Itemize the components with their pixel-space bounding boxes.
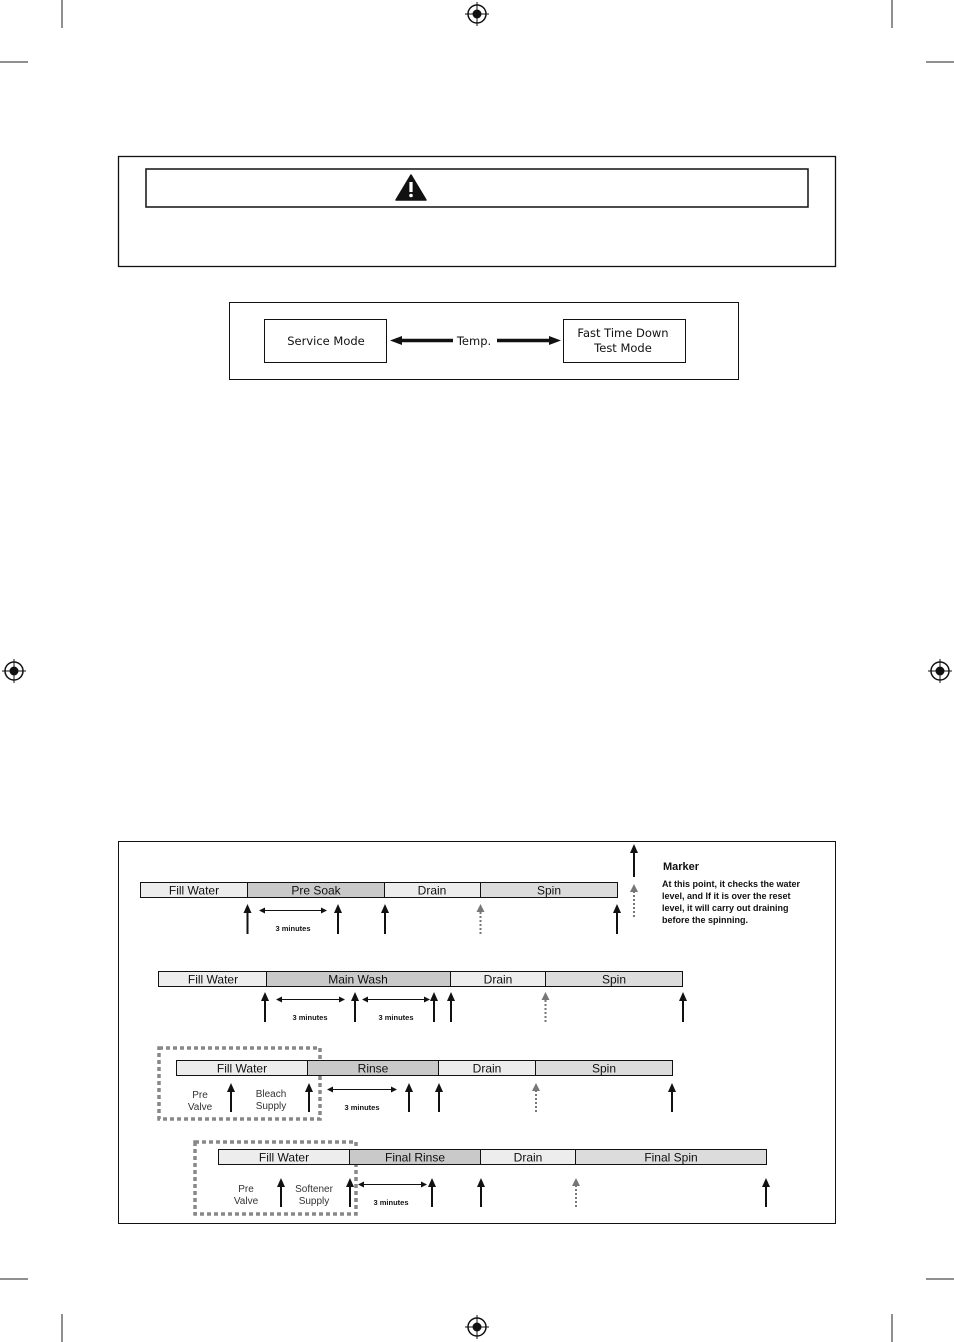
marker-arrow-icon xyxy=(381,904,389,934)
warning-box xyxy=(119,157,836,267)
marker-arrow-icon xyxy=(762,1178,770,1207)
segment-label: Spin xyxy=(601,972,627,987)
segment-label: Final Spin xyxy=(644,1150,698,1165)
warning-triangle-icon xyxy=(396,175,426,200)
legend-title: Marker xyxy=(663,861,700,873)
marker-arrow-icon xyxy=(679,992,687,1022)
marker-arrow-icon xyxy=(477,1178,485,1207)
note-bleach-supply-line1: Bleach xyxy=(255,1089,287,1100)
service-mode-label: Service Mode xyxy=(287,334,365,348)
marker-arrow-icon xyxy=(668,1083,676,1112)
registration-mark-left xyxy=(2,659,26,683)
note-bleach-supply-line2: Supply xyxy=(255,1101,287,1112)
marker-arrow-icon xyxy=(334,904,342,934)
note-pre-valve-line2: Valve xyxy=(233,1196,259,1207)
segment-label: Fill Water xyxy=(168,883,220,898)
duration-label: 3 minutes xyxy=(292,1013,328,1022)
note-pre-valve-line2: Valve xyxy=(187,1102,213,1113)
marker-arrow-icon xyxy=(244,904,252,934)
segment-label: Main Wash xyxy=(328,972,388,987)
marker-arrow-icon xyxy=(447,992,455,1022)
dashed-marker-arrow-icon xyxy=(532,1083,540,1112)
segment-label: Fill Water xyxy=(216,1061,268,1076)
mode-diagram xyxy=(230,303,739,380)
legend-line-4: before the spinning. xyxy=(662,915,749,925)
marker-arrow-icon xyxy=(613,904,621,934)
temp-label: Temp. xyxy=(456,334,492,348)
dashed-marker-arrow-icon xyxy=(542,992,550,1022)
segment-label: Pre Soak xyxy=(291,883,341,898)
segment-label: Rinse xyxy=(357,1061,389,1076)
marker-arrow-icon xyxy=(428,1178,436,1207)
fast-time-down-label-line1: Fast Time Down xyxy=(577,326,669,340)
legend-line-3: level, it will carry out draining xyxy=(662,903,789,913)
segment-label: Spin xyxy=(591,1061,617,1076)
segment-label: Spin xyxy=(536,883,562,898)
registration-mark-top xyxy=(465,2,489,26)
duration-label: 3 minutes xyxy=(373,1198,409,1207)
duration-label: 3 minutes xyxy=(378,1013,414,1022)
marker-arrow-icon xyxy=(435,1083,443,1112)
registration-mark-right xyxy=(928,659,952,683)
duration-label: 3 minutes xyxy=(275,924,311,933)
duration-label: 3 minutes xyxy=(344,1103,380,1112)
dashed-marker-arrow-icon xyxy=(572,1178,580,1207)
segment-label: Fill Water xyxy=(258,1150,310,1165)
segment-label: Final Rinse xyxy=(384,1150,446,1165)
marker-arrow-icon xyxy=(351,992,359,1022)
dashed-marker-arrow-icon xyxy=(477,904,485,934)
timeline-final-rinse xyxy=(195,1142,770,1214)
marker-arrow-icon xyxy=(346,1178,354,1207)
segment-label: Drain xyxy=(513,1150,543,1165)
registration-mark-bottom xyxy=(465,1315,489,1339)
note-softener-supply-line2: Supply xyxy=(298,1196,330,1207)
marker-arrow-icon xyxy=(430,992,438,1022)
segment-label: Drain xyxy=(417,883,447,898)
segment-label: Drain xyxy=(472,1061,502,1076)
segment-label: Fill Water xyxy=(187,972,239,987)
dashed-marker-arrow-icon xyxy=(630,884,638,917)
marker-arrow-icon xyxy=(261,992,269,1022)
legend-line-1: At this point, it checks the water xyxy=(662,879,801,889)
timeline-pre-soak xyxy=(141,883,622,935)
note-pre-valve-line1: Pre xyxy=(238,1184,254,1195)
timeline-rinse xyxy=(159,1048,676,1119)
note-softener-supply-line1: Softener xyxy=(295,1184,333,1195)
note-pre-valve-line1: Pre xyxy=(192,1090,208,1101)
marker-arrow-icon xyxy=(630,844,638,877)
right-arrow-icon xyxy=(497,336,561,345)
marker-arrow-icon xyxy=(227,1083,235,1112)
segment-label: Drain xyxy=(483,972,513,987)
highlight-dashed-box xyxy=(159,1048,320,1119)
timeline-main-wash xyxy=(159,972,688,1023)
legend-line-2: level, and If it is over the reset xyxy=(662,891,791,901)
marker-arrow-icon xyxy=(405,1083,413,1112)
marker-legend xyxy=(630,844,801,925)
marker-arrow-icon xyxy=(305,1083,313,1112)
fast-time-down-label-line2: Test Mode xyxy=(594,341,652,355)
left-arrow-icon xyxy=(390,336,453,345)
marker-arrow-icon xyxy=(277,1178,285,1207)
